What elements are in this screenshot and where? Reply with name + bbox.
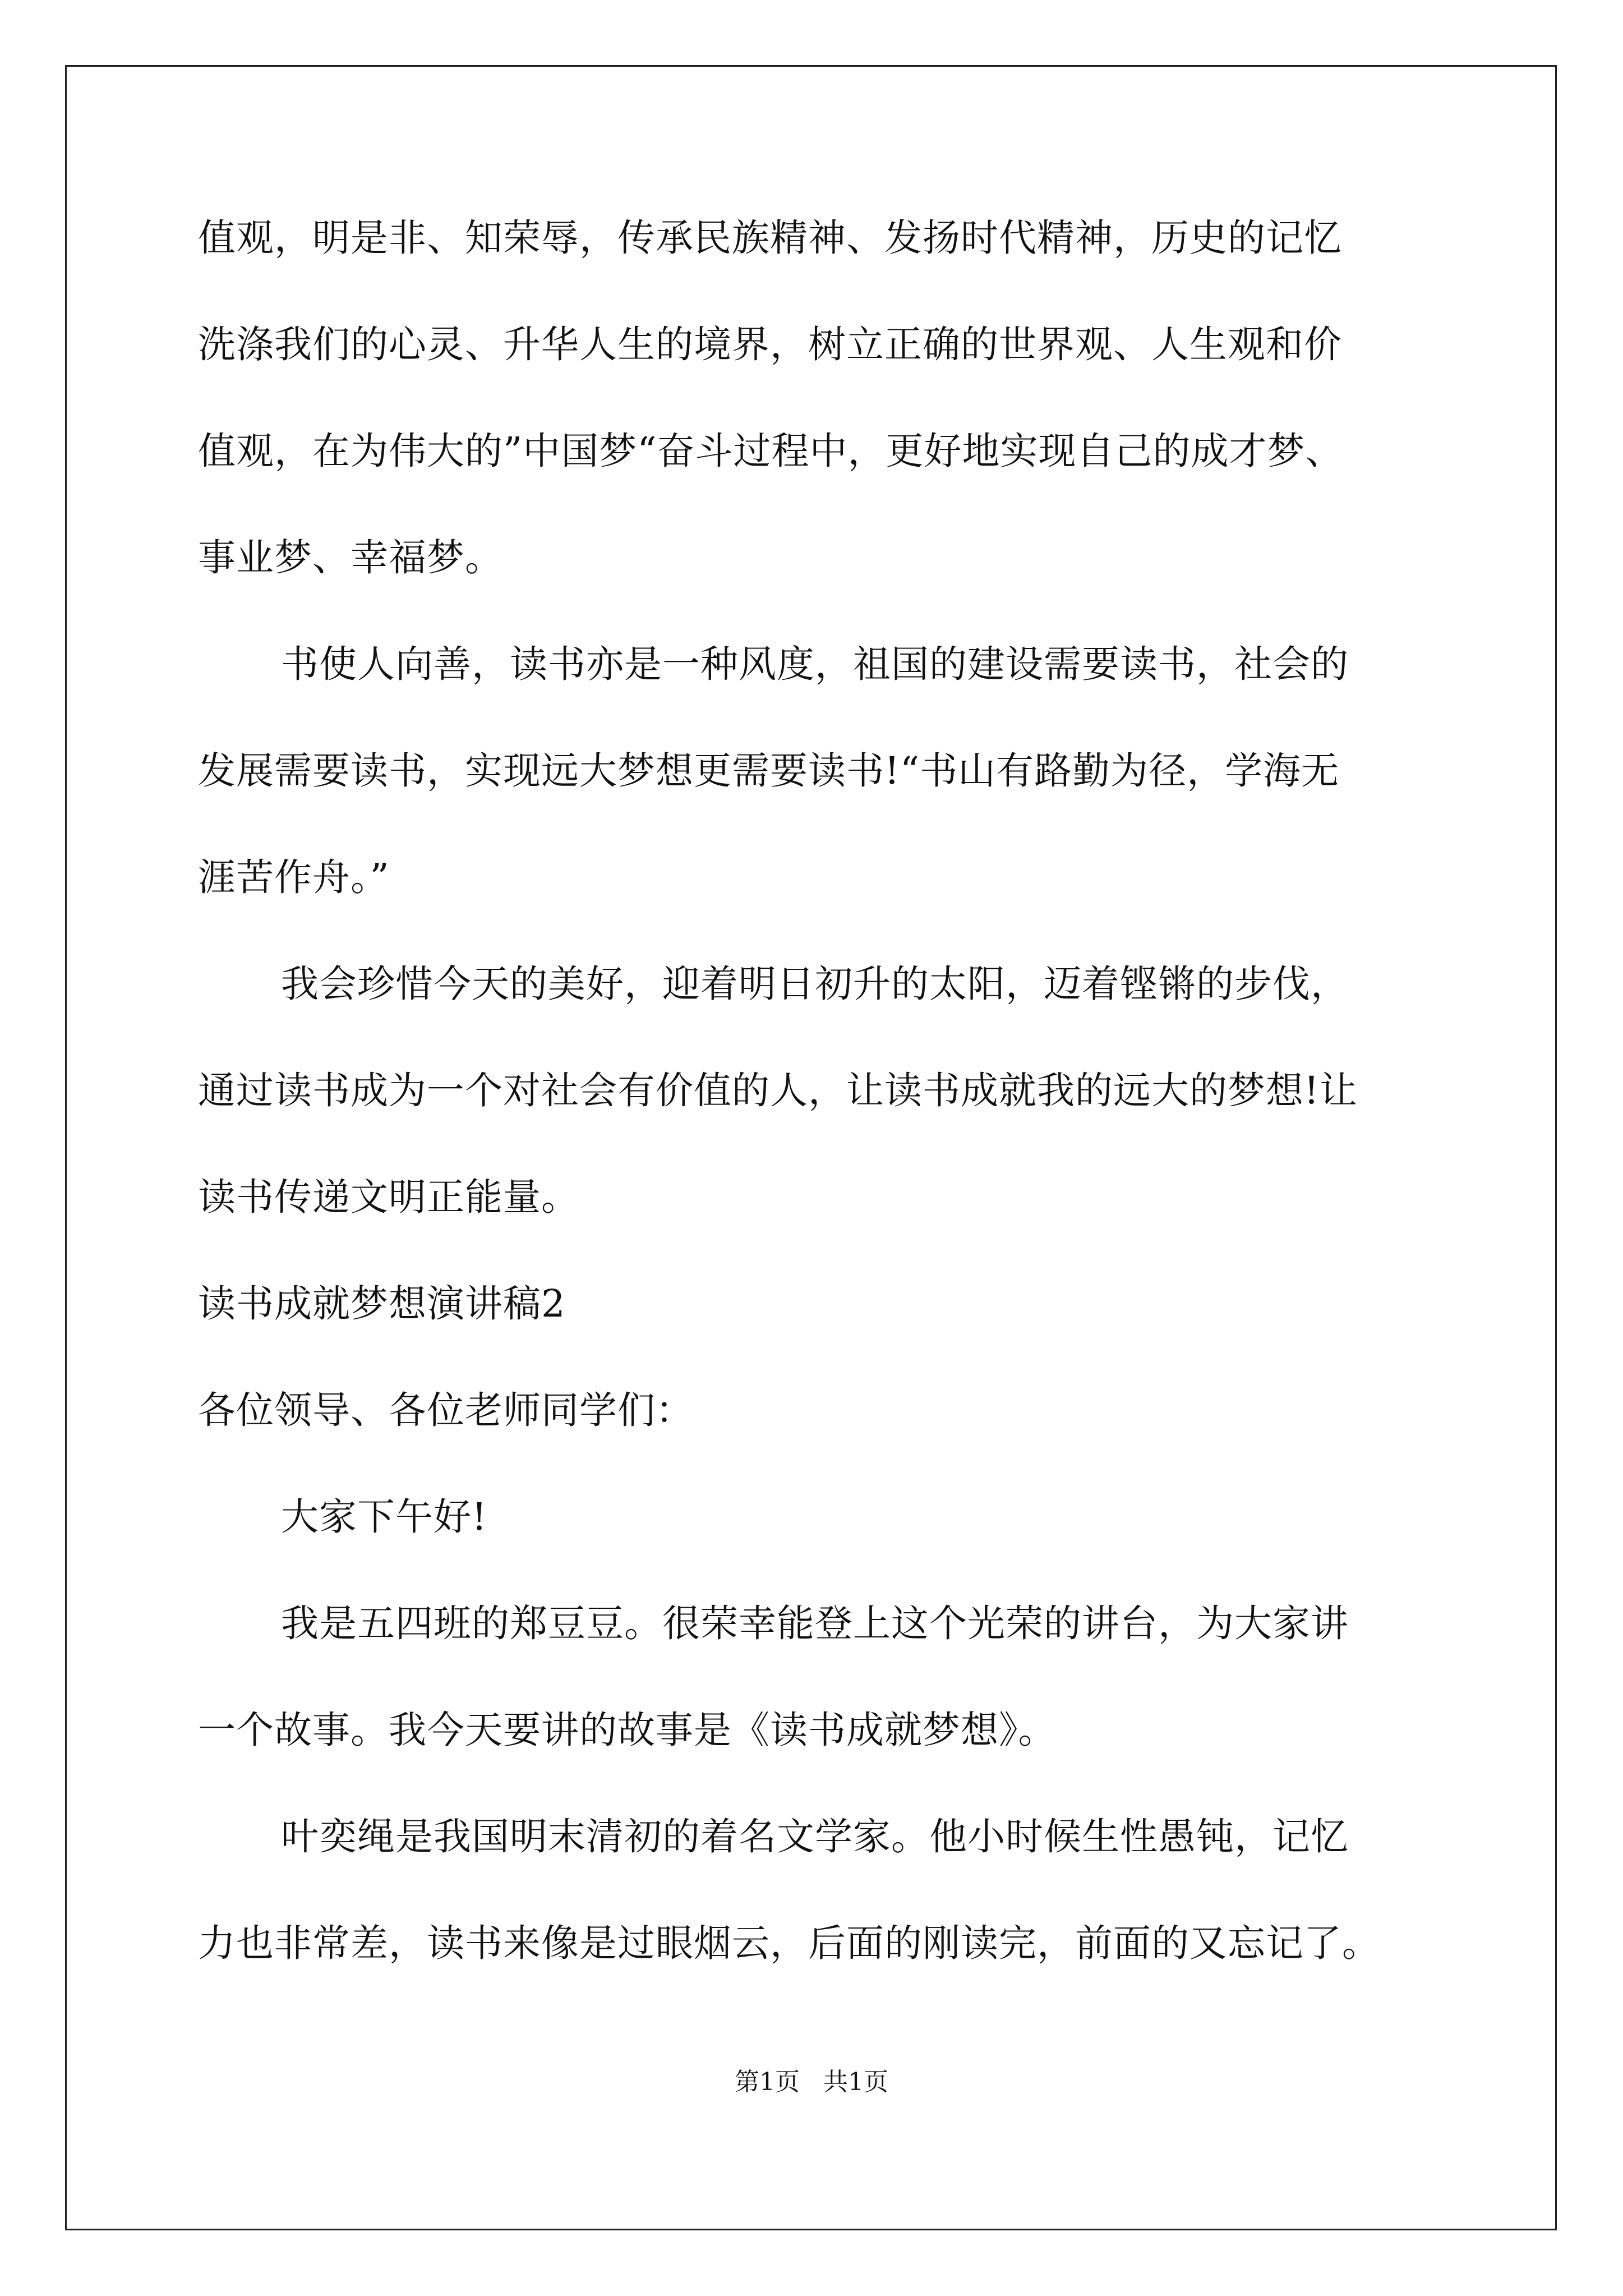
text-line: 力也非常差，读书来像是过眼烟云，后面的刚读完，前面的又忘记了。 [198,1921,1380,1965]
text-line: 事业梦、幸福梦。 [198,536,503,579]
text-line: 读书传递文明正能量。 [198,1175,579,1219]
text-line: 发展需要读书，实现远大梦想更需要读书!“书山有路勤为径，学海无 [198,749,1340,793]
section-title: 读书成就梦想演讲稿2 [198,1282,566,1326]
text-line: 通过读书成为一个对社会有价值的人，让读书成就我的远大的梦想!让 [198,1069,1358,1112]
page-number-footer: 第1页 共1页 [735,2068,888,2096]
paragraph-start-line: 书使人向善，读书亦是一种风度，祖国的建设需要读书，社会的 [281,642,1349,686]
paragraph-start-line: 我会珍惜今天的美好，迎着明日初升的太阳，迈着铿锵的步伐， [281,962,1349,1006]
text-line: 涯苦作舟。” [198,855,390,899]
text-line: 一个故事。我今天要讲的故事是《读书成就梦想》。 [198,1708,1057,1752]
greeting: 大家下午好! [281,1495,487,1539]
text-line: 值观，明是非、知荣辱，传承民族精神、发扬时代精神，历史的记忆 [198,216,1342,260]
text-line: 洗涤我们的心灵、升华人生的境界，树立正确的世界观、人生观和价 [198,323,1342,366]
paragraph-start-line: 我是五四班的郑豆豆。很荣幸能登上这个光荣的讲台，为大家讲 [281,1602,1349,1645]
page-border [65,65,1557,2230]
paragraph-start-line: 叶奕绳是我国明末清初的着名文学家。他小时候生性愚钝，记忆 [281,1815,1349,1858]
salutation: 各位领导、各位老师同学们： [198,1388,694,1432]
text-line: 值观，在为伟大的”中国梦“奋斗过程中，更好地实现自己的成才梦、 [198,429,1344,473]
